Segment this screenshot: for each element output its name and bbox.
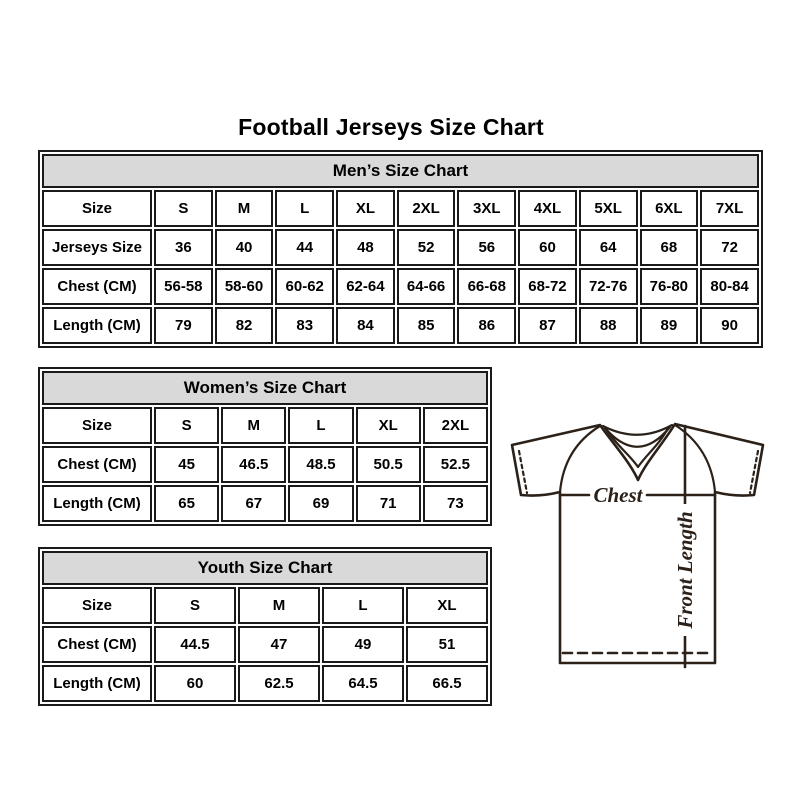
value-cell: 58-60	[215, 268, 274, 305]
value-cell: XL	[356, 407, 421, 444]
value-cell: 89	[640, 307, 699, 344]
row-label-cell: Jerseys Size	[42, 229, 152, 266]
value-cell: 82	[215, 307, 274, 344]
value-cell: S	[154, 587, 236, 624]
value-cell: 50.5	[356, 446, 421, 483]
table-row	[42, 229, 759, 266]
value-cell: 40	[215, 229, 274, 266]
value-cell: M	[221, 407, 286, 444]
value-cell: 64	[579, 229, 638, 266]
value-cell: 64-66	[397, 268, 456, 305]
value-cell: 67	[221, 485, 286, 522]
value-cell: 71	[356, 485, 421, 522]
value-cell: 52.5	[423, 446, 488, 483]
row-label-cell: Size	[42, 587, 152, 624]
table-row	[42, 446, 488, 483]
table-row	[42, 626, 488, 663]
womens-table-title: Women’s Size Chart	[42, 371, 488, 405]
value-cell: 90	[700, 307, 759, 344]
value-cell: 2XL	[397, 190, 456, 227]
mens-table-title: Men’s Size Chart	[42, 154, 759, 188]
table-row	[42, 485, 488, 522]
value-cell: 73	[423, 485, 488, 522]
value-cell: 80-84	[700, 268, 759, 305]
value-cell: 62-64	[336, 268, 395, 305]
value-cell: 56-58	[154, 268, 213, 305]
value-cell: XL	[336, 190, 395, 227]
value-cell: 76-80	[640, 268, 699, 305]
value-cell: S	[154, 190, 213, 227]
value-cell: 3XL	[457, 190, 516, 227]
value-cell: 68	[640, 229, 699, 266]
value-cell: 68-72	[518, 268, 577, 305]
value-cell: 60	[154, 665, 236, 702]
value-cell: 4XL	[518, 190, 577, 227]
value-cell: 48.5	[288, 446, 353, 483]
womens-size-table	[38, 367, 492, 526]
value-cell: 48	[336, 229, 395, 266]
value-cell: 49	[322, 626, 404, 663]
value-cell: 52	[397, 229, 456, 266]
value-cell: 45	[154, 446, 219, 483]
value-cell: 7XL	[700, 190, 759, 227]
youth-size-table	[38, 547, 492, 706]
table-header-row	[42, 154, 759, 188]
youth-table-title: Youth Size Chart	[42, 551, 488, 585]
value-cell: S	[154, 407, 219, 444]
value-cell: M	[215, 190, 274, 227]
value-cell: 66-68	[457, 268, 516, 305]
value-cell: 36	[154, 229, 213, 266]
value-cell: 83	[275, 307, 334, 344]
table-row	[42, 268, 759, 305]
value-cell: 72-76	[579, 268, 638, 305]
value-cell: XL	[406, 587, 488, 624]
mens-size-table	[38, 150, 763, 348]
value-cell: 2XL	[423, 407, 488, 444]
value-cell: 5XL	[579, 190, 638, 227]
value-cell: 60-62	[275, 268, 334, 305]
value-cell: 86	[457, 307, 516, 344]
value-cell: M	[238, 587, 320, 624]
jersey-outline	[512, 424, 763, 663]
value-cell: 87	[518, 307, 577, 344]
table-row	[42, 665, 488, 702]
table-row	[42, 307, 759, 344]
jersey-measurement-diagram	[500, 400, 780, 680]
row-label-cell: Chest (CM)	[42, 268, 152, 305]
right-sleeve-seam	[675, 425, 715, 492]
value-cell: L	[275, 190, 334, 227]
row-label-cell: Length (CM)	[42, 665, 152, 702]
value-cell: 84	[336, 307, 395, 344]
row-label-cell: Chest (CM)	[42, 446, 152, 483]
row-label-cell: Size	[42, 190, 152, 227]
row-label-cell: Size	[42, 407, 152, 444]
table-header-row	[42, 551, 488, 585]
value-cell: 88	[579, 307, 638, 344]
table-row	[42, 407, 488, 444]
row-label-cell: Length (CM)	[42, 307, 152, 344]
value-cell: 51	[406, 626, 488, 663]
value-cell: 85	[397, 307, 456, 344]
value-cell: 72	[700, 229, 759, 266]
value-cell: 66.5	[406, 665, 488, 702]
value-cell: 44	[275, 229, 334, 266]
front-length-label: Front Length	[673, 511, 697, 629]
value-cell: 69	[288, 485, 353, 522]
row-label-cell: Chest (CM)	[42, 626, 152, 663]
value-cell: 60	[518, 229, 577, 266]
table-row	[42, 587, 488, 624]
value-cell: 47	[238, 626, 320, 663]
row-label-cell: Length (CM)	[42, 485, 152, 522]
jersey-diagram-svg	[500, 400, 780, 680]
value-cell: L	[288, 407, 353, 444]
value-cell: 64.5	[322, 665, 404, 702]
value-cell: 65	[154, 485, 219, 522]
value-cell: 46.5	[221, 446, 286, 483]
value-cell: 79	[154, 307, 213, 344]
value-cell: 44.5	[154, 626, 236, 663]
value-cell: 6XL	[640, 190, 699, 227]
table-header-row	[42, 371, 488, 405]
value-cell: 56	[457, 229, 516, 266]
chest-label: Chest	[593, 483, 643, 507]
table-row	[42, 190, 759, 227]
value-cell: L	[322, 587, 404, 624]
collar-back-arc-outer	[603, 425, 672, 435]
page-title: Football Jerseys Size Chart	[238, 114, 544, 141]
value-cell: 62.5	[238, 665, 320, 702]
